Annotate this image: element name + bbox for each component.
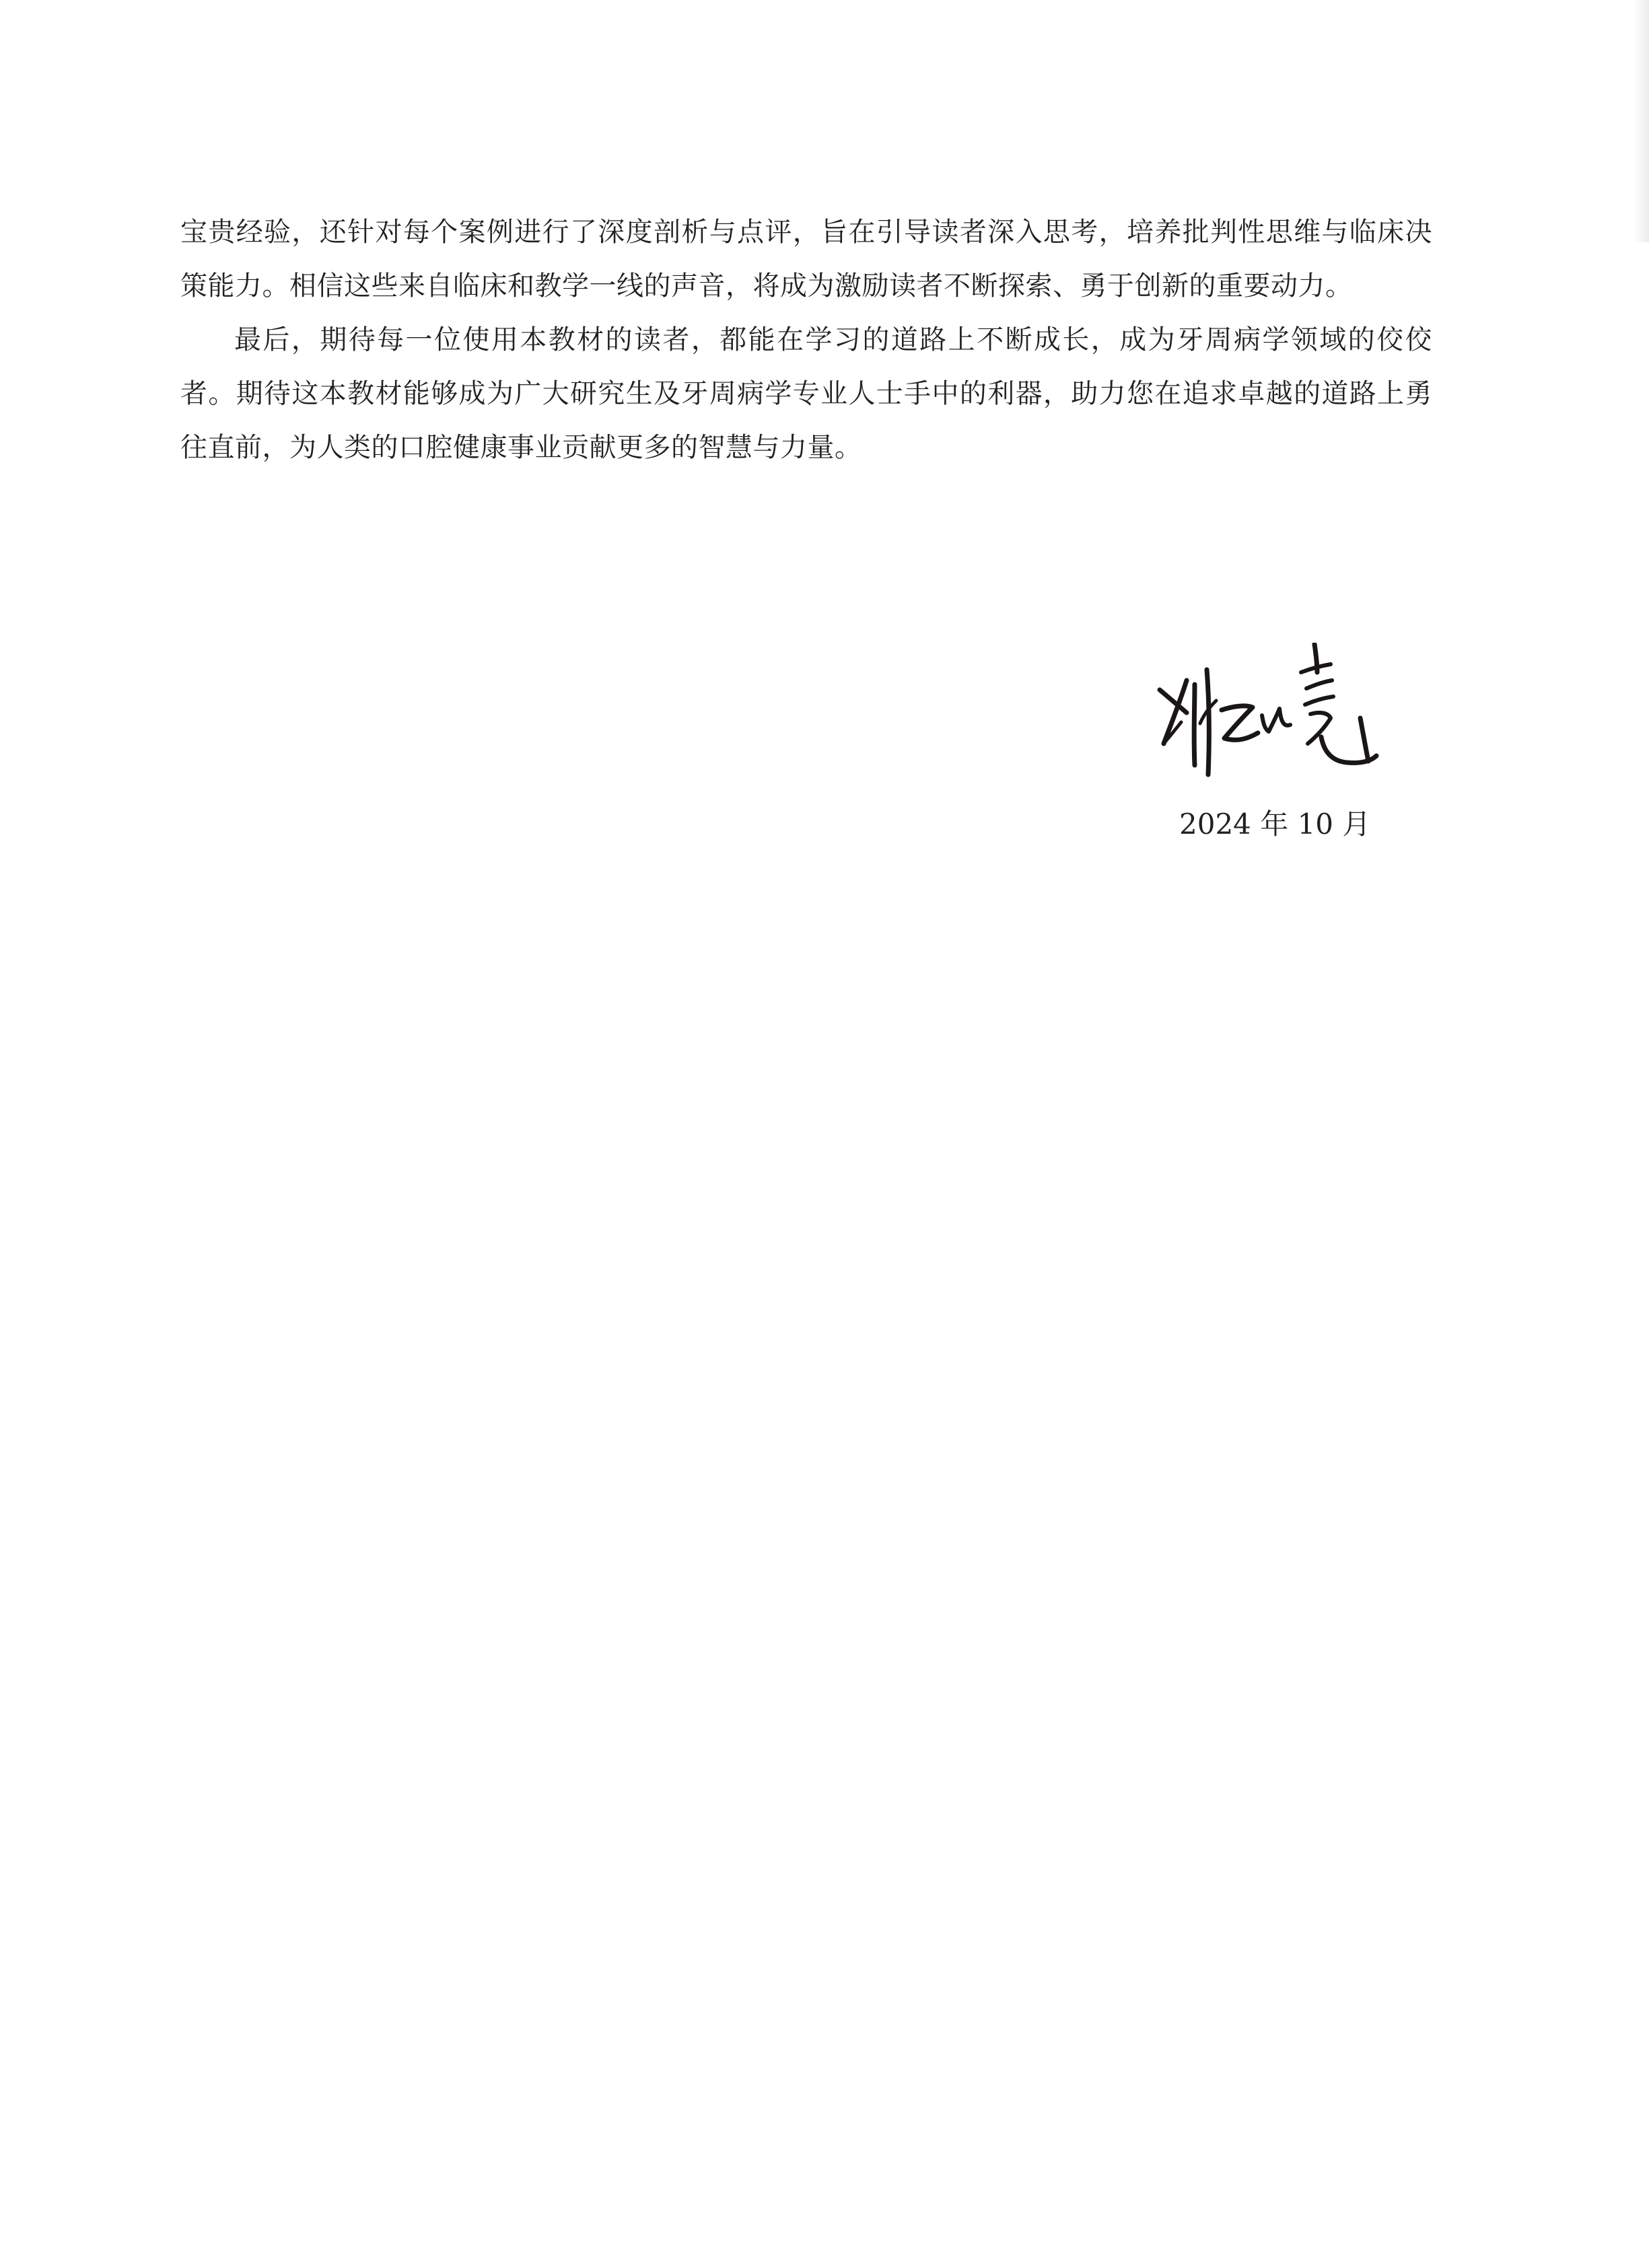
page-edge-shadow: [1633, 0, 1649, 242]
signature-stroke: [1262, 709, 1290, 732]
signature-stroke: [1306, 680, 1332, 688]
signature-stroke: [1308, 713, 1331, 744]
signature-stroke: [1305, 697, 1333, 705]
preface-body: [180, 205, 1432, 474]
signature-stroke: [1194, 684, 1195, 765]
paragraph-continued: 宝贵经验，还针对每个案例进行了深度剖析与点评，旨在引导读者深入思考，培养批判性思维与临床决策能力。相信这些来自临床和教学一线的声音，将成为激励读者不断探索、勇于创新的重要动力。: [180, 217, 1432, 302]
signature-stroke: [1222, 706, 1258, 740]
signature-stroke: [1360, 718, 1368, 761]
paragraph-closing: 最后，期待每一位使用本教材的读者，都能在学习的道路上不断成长，成为牙周病学领域的佼佼者。期待这本教材能够成为广大研究生及牙周病学专业人士手中的利器，助力您在追求卓越的道路上勇往直前，为人类的口腔健康事业贡献更多的智慧与力量。: [180, 324, 1432, 463]
handwritten-signature: [1154, 643, 1380, 781]
signing-date: 2024 年 10 月: [1179, 808, 1371, 841]
signature-stroke: [1207, 670, 1209, 775]
